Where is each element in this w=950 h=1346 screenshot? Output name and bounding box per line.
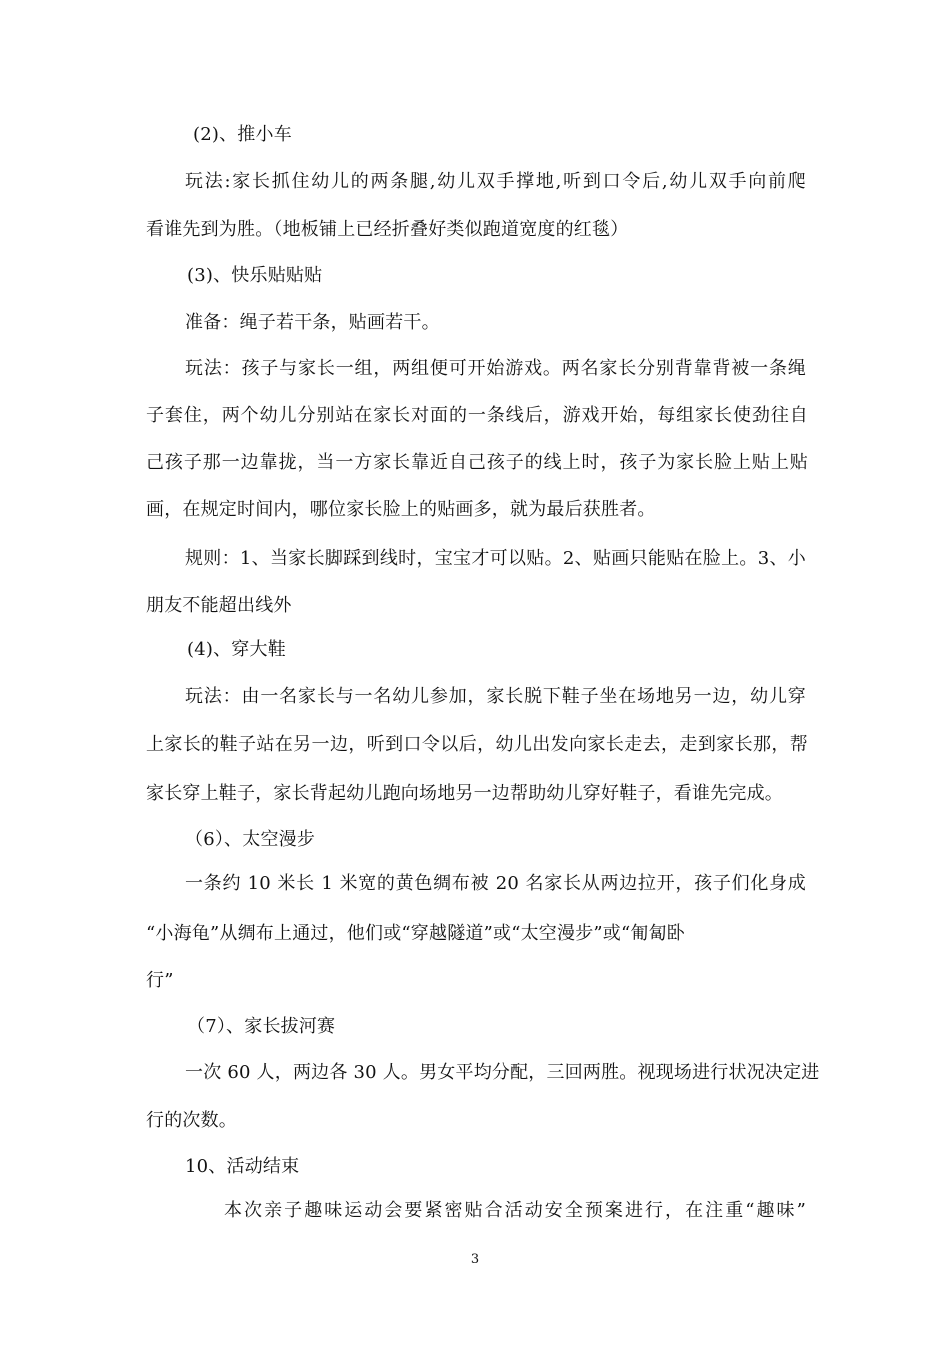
heading-big-shoes: (4)、穿大鞋: [187, 639, 286, 660]
heading-push-cart: (2)、推小车: [193, 124, 292, 145]
paragraph-line: 上家长的鞋子站在另一边，听到口令以后，幼儿出发向家长走去，走到家长那，帮: [146, 734, 808, 755]
heading-happy-sticker: (3)、快乐贴贴贴: [187, 265, 323, 286]
paragraph-line: 看谁先到为胜。（地板铺上已经折叠好类似跑道宽度的红毯）: [146, 219, 629, 240]
paragraph-line: 一条约 10 米长 1 米宽的黄色绸布被 20 名家长从两边拉开，孩子们化身成: [185, 873, 806, 894]
heading-tug-of-war: （7）、家长拔河赛: [187, 1016, 336, 1037]
page-number: 3: [470, 1252, 480, 1267]
heading-activity-end: 10、活动结束: [185, 1156, 300, 1177]
paragraph-line: 玩法:家长抓住幼儿的两条腿,幼儿双手撑地,听到口令后,幼儿双手向前爬: [185, 171, 806, 192]
paragraph-line: 规则：1、当家长脚踩到线时，宝宝才可以贴。2、贴画只能贴在脸上。3、小: [185, 548, 806, 569]
paragraph-line: 行的次数。: [146, 1110, 237, 1131]
paragraph-line: 一次 60 人，两边各 30 人。男女平均分配，三回两胜。视现场进行状况决定进: [185, 1062, 820, 1083]
paragraph-line: 己孩子那一边靠拢，当一方家长靠近自己孩子的线上时，孩子为家长脸上贴上贴: [146, 452, 808, 473]
paragraph-line: 玩法：由一名家长与一名幼儿参加，家长脱下鞋子坐在场地另一边，幼儿穿: [185, 686, 806, 707]
paragraph-line: 朋友不能超出线外: [146, 595, 292, 616]
paragraph-line: 准备：绳子若干条，贴画若干。: [185, 312, 440, 333]
paragraph-line: 行”: [146, 970, 174, 991]
paragraph-line: 子套住，两个幼儿分别站在家长对面的一条线后，游戏开始，每组家长使劲往自: [146, 405, 808, 426]
paragraph-line: 家长穿上鞋子，家长背起幼儿跑向场地另一边帮助幼儿穿好鞋子，看谁先完成。: [146, 783, 783, 804]
paragraph-line: 玩法：孩子与家长一组，两组便可开始游戏。两名家长分别背靠背被一条绳: [185, 358, 806, 379]
paragraph-line: “小海龟”从绸布上通过，他们或“穿越隧道”或“太空漫步”或“匍匐卧: [146, 923, 686, 944]
paragraph-line: 本次亲子趣味运动会要紧密贴合活动安全预案进行，在注重“趣味”: [224, 1200, 806, 1221]
heading-space-walk: （6）、太空漫步: [185, 829, 316, 850]
paragraph-line: 画，在规定时间内，哪位家长脸上的贴画多，就为最后获胜者。: [146, 499, 656, 520]
